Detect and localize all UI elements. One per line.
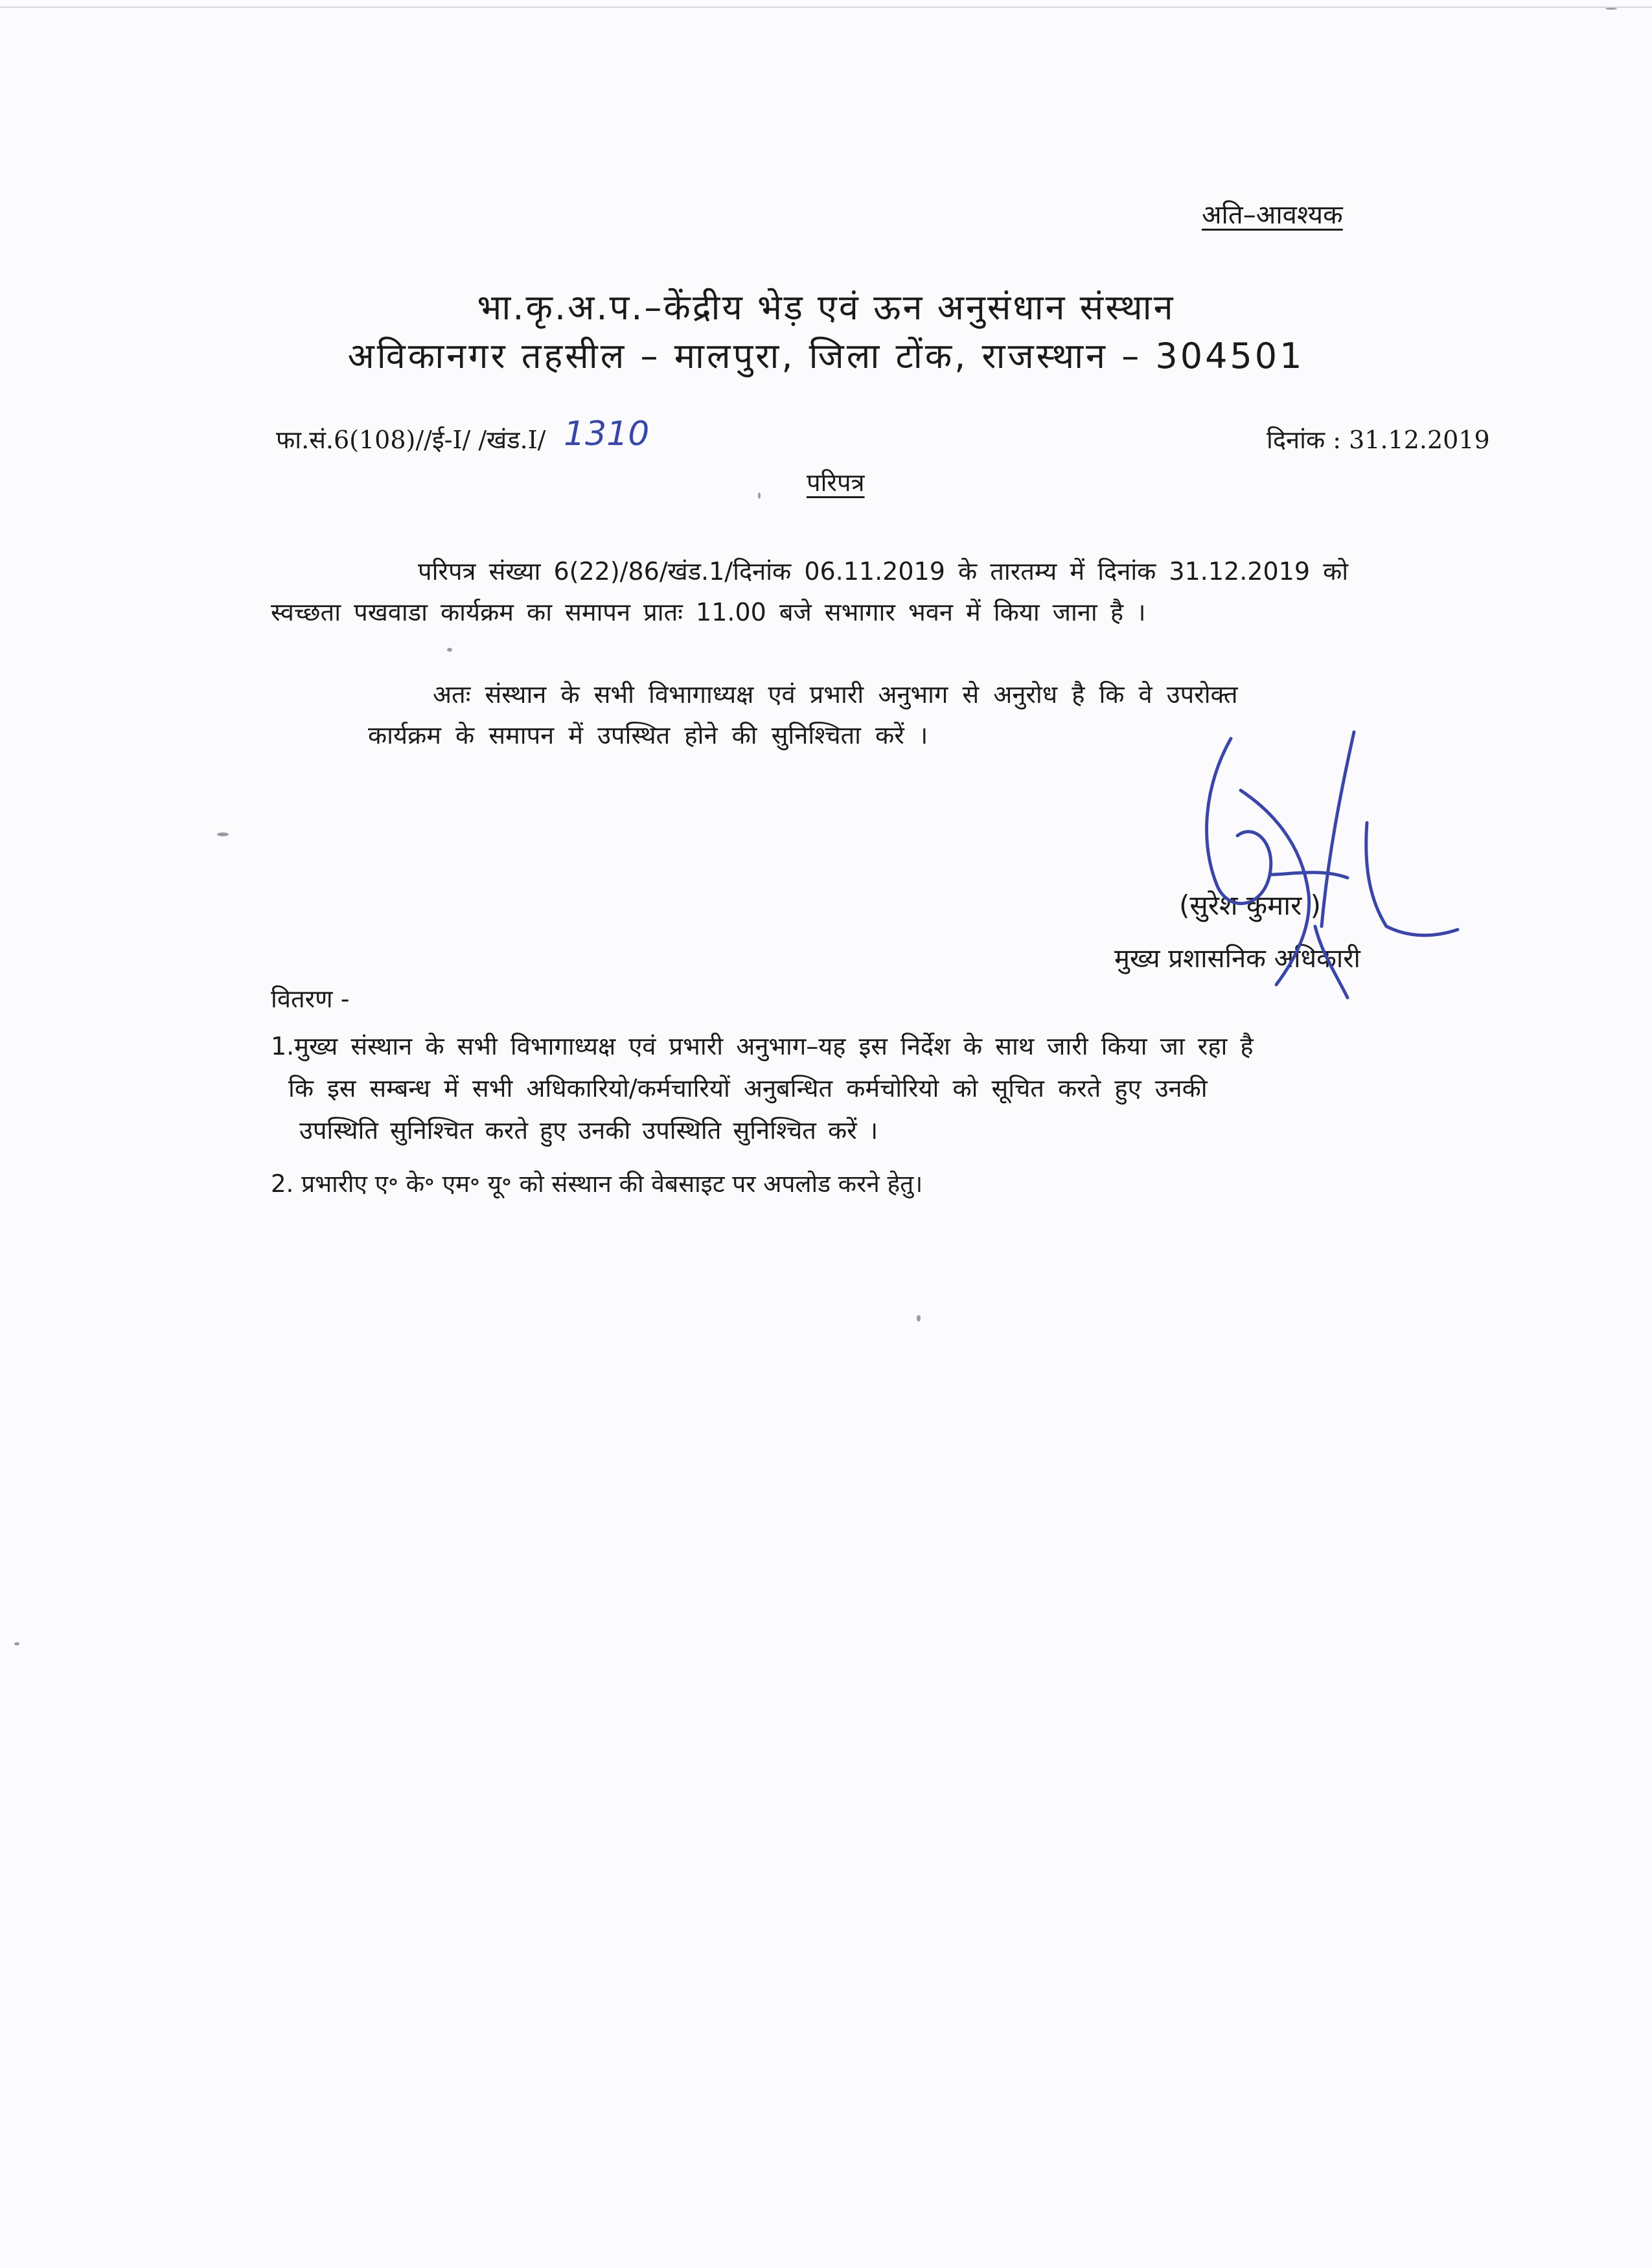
- scan-speck: [217, 832, 229, 836]
- distribution-item-1-line-1: 1.मुख्य संस्थान के सभी विभागाध्यक्ष एवं प्रभारी अनुभाग–यह इस निर्देश के साथ जारी किया जा रहा है: [271, 1032, 1254, 1060]
- file-number: फा.सं.6(108)//ई-I/ /खंड.I/: [276, 426, 546, 454]
- distribution-item-1-line-2: कि इस सम्बन्ध में सभी अधिकारियो/कर्मचारियों अनुबन्धित कर्मचोरियो को सूचित करते हुए उनकी: [288, 1074, 1208, 1103]
- handwritten-file-number: 1310: [564, 415, 650, 453]
- paragraph-2-line-2: कार्यक्रम के समापन में उपस्थित होने की सुनिश्चिता करें ।: [368, 721, 928, 750]
- paragraph-1-line-1: परिपत्र संख्या 6(22)/86/खंड.1/दिनांक 06.11.2019 के तारतम्य में दिनांक 31.12.2019 को: [418, 557, 1349, 586]
- scan-speck: [447, 648, 452, 652]
- signatory-name: (सुरेश कुमार ): [1179, 889, 1322, 921]
- distribution-label: वितरण -: [271, 985, 350, 1013]
- circular-title: परिपत्र: [807, 468, 865, 497]
- scan-speck: [758, 492, 761, 499]
- paragraph-2-line-1: अतः संस्थान के सभी विभागाध्यक्ष एवं प्रभारी अनुभाग से अनुरोध है कि वे उपरोक्त: [433, 680, 1238, 709]
- scan-top-edge: [0, 6, 1652, 8]
- urgency-label: अति–आवश्यक: [1202, 200, 1343, 230]
- organization-address: अविकानगर तहसील – मालपुरा, जिला टोंक, राजस्थान – 304501: [347, 336, 1305, 376]
- scan-speck: [1605, 8, 1617, 10]
- scan-speck: [14, 1642, 19, 1645]
- document-date: दिनांक : 31.12.2019: [1267, 426, 1490, 454]
- organization-name: भा.कृ.अ.प.–केंद्रीय भेड़ एवं ऊन अनुसंधान संस्थान: [477, 287, 1175, 328]
- distribution-item-1-line-3: उपस्थिति सुनिश्चित करते हुए उनकी उपस्थिति सुनिश्चित करें ।: [299, 1116, 878, 1145]
- scan-speck: [917, 1315, 921, 1322]
- paragraph-1-line-2: स्वच्छता पखवाडा कार्यक्रम का समापन प्रातः 11.00 बजे सभागार भवन में किया जाना है ।: [271, 598, 1146, 626]
- signatory-designation: मुख्य प्रशासनिक अधिकारी: [1114, 944, 1360, 974]
- distribution-item-2: 2. प्रभारीए ए॰ के॰ एम॰ यू॰ को संस्थान की वेबसाइट पर अपलोड करने हेतु।: [271, 1170, 923, 1198]
- handwritten-signature: [1192, 713, 1464, 1011]
